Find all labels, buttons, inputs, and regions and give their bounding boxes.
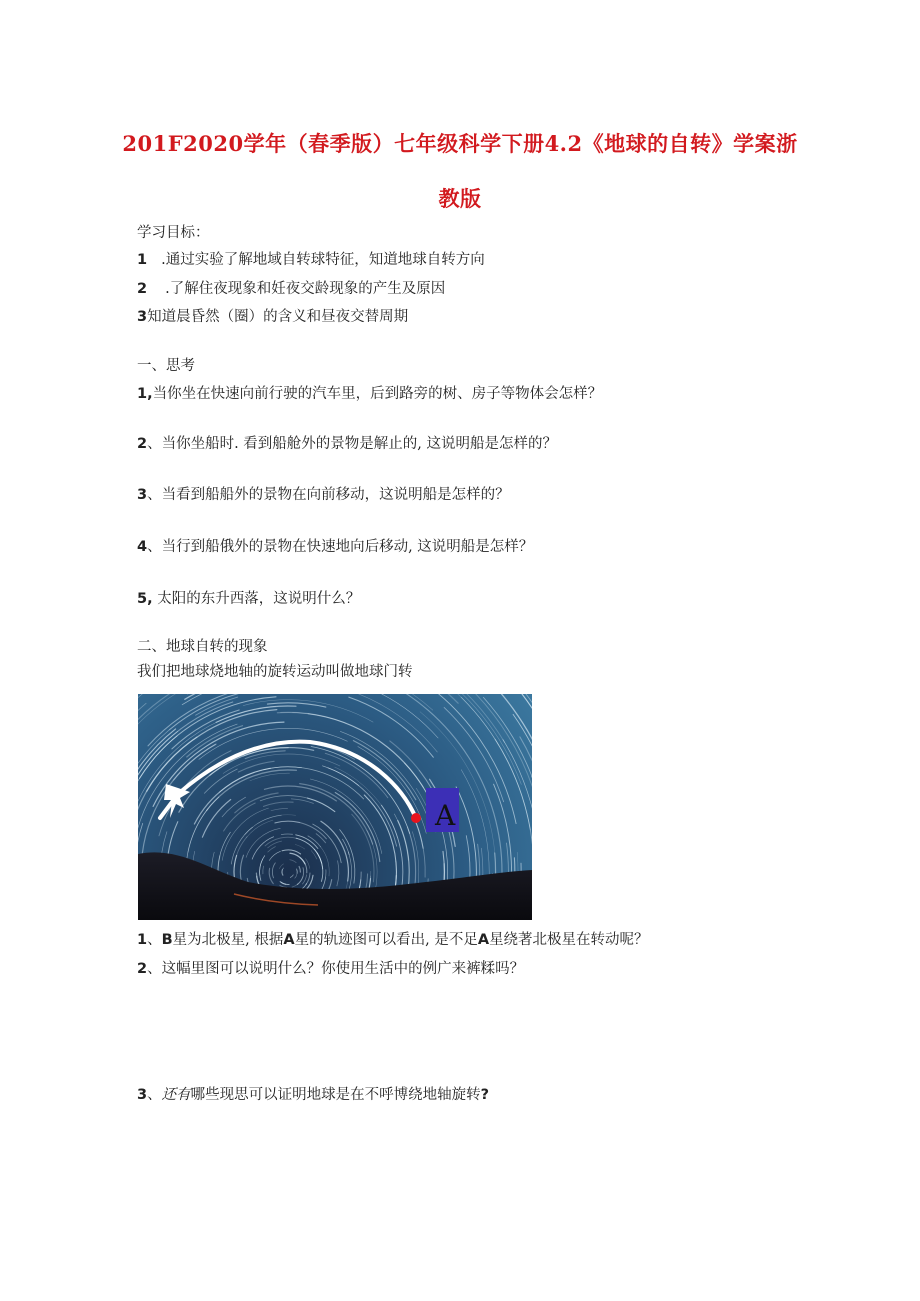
question-number: 1 bbox=[137, 932, 148, 948]
objective-number: 3 bbox=[137, 309, 148, 325]
objective-item bbox=[137, 307, 408, 327]
objective-text: .通过实验了解地域自转球特征，知道地球自转方向 bbox=[161, 252, 485, 268]
question-number: 3 bbox=[137, 487, 148, 503]
section-heading: 二、地球自转的现象 bbox=[137, 639, 268, 655]
question-item bbox=[137, 537, 533, 557]
objective-number: 2 bbox=[137, 281, 148, 297]
question-item bbox=[137, 589, 360, 609]
objective-number: 1 bbox=[137, 252, 148, 268]
question-text: 、这幅里图可以说明什么？你使用生活中的例广来裤糅吗？ bbox=[147, 961, 525, 977]
question-number: 1, bbox=[137, 386, 153, 402]
question-text: 太阳的东升西落，这说明什么？ bbox=[152, 591, 361, 607]
question-text: 、 bbox=[147, 932, 162, 948]
document-title: 201F2020学年（春季版）七年级科学下册4.2《地球的自转》学案浙 bbox=[122, 131, 798, 156]
figure-question-2 bbox=[137, 959, 524, 979]
question-text: 星绕著北极星在转动呢？ bbox=[489, 932, 649, 948]
objective-item bbox=[137, 250, 485, 270]
star-a-label: A bbox=[435, 799, 456, 832]
star-trail-graphic bbox=[138, 694, 532, 920]
question-text: 哪些现思可以证明地球是在不呼博绕地轴旋转 bbox=[190, 1087, 481, 1103]
question-text: 星为北极星, 根据 bbox=[172, 932, 284, 948]
question-item bbox=[137, 485, 510, 505]
star-a-label: A bbox=[477, 932, 490, 948]
question-number: 5, bbox=[137, 591, 153, 607]
question-number: 4 bbox=[137, 539, 148, 555]
section-heading: 一、思考 bbox=[137, 358, 195, 374]
question-text: 、当你坐船时. 看到船舱外的景物是解止的, 这说明船是怎样的？ bbox=[147, 436, 558, 452]
objectives-heading: 学习目标： bbox=[137, 225, 210, 241]
question-text: 、当看到船船外的景物在向前移动，这说明船是怎样的？ bbox=[147, 487, 510, 503]
objective-text: .了解住夜现象和妊夜交龄现象的产生及原因 bbox=[165, 281, 446, 297]
objective-item bbox=[137, 279, 445, 299]
objective-text: 知道晨昏然（圈）的含义和昼夜交替周期 bbox=[147, 309, 409, 325]
question-text: 星的轨迹图可以看出, 是不足 bbox=[294, 932, 478, 948]
star-a-label: A bbox=[283, 932, 295, 948]
question-number: 2 bbox=[137, 436, 148, 452]
question-item bbox=[137, 434, 557, 454]
figure-question-1 bbox=[137, 930, 649, 950]
question-text: 当你坐在快速向前行驶的汽车里，后到路旁的树、房子等物体会怎样？ bbox=[152, 386, 603, 402]
star-a-marker bbox=[411, 813, 421, 823]
question-text: 还有 bbox=[161, 1087, 191, 1103]
star-b-label: B bbox=[161, 932, 173, 948]
figure-question-3 bbox=[137, 1085, 489, 1105]
question-number: 3 bbox=[137, 1087, 148, 1103]
question-number: 2 bbox=[137, 961, 148, 977]
question-mark: ? bbox=[480, 1087, 490, 1103]
star-trail-photo bbox=[138, 694, 532, 920]
section-intro: 我们把地球烧地轴的旋转运动叫做地球门转 bbox=[137, 664, 413, 680]
document-title-continued: 教版 bbox=[438, 186, 482, 211]
question-text: 、 bbox=[147, 1087, 162, 1103]
question-text: 、当行到船俄外的景物在快速地向后移动, 这说明船是怎样？ bbox=[147, 539, 534, 555]
question-item bbox=[137, 384, 602, 404]
